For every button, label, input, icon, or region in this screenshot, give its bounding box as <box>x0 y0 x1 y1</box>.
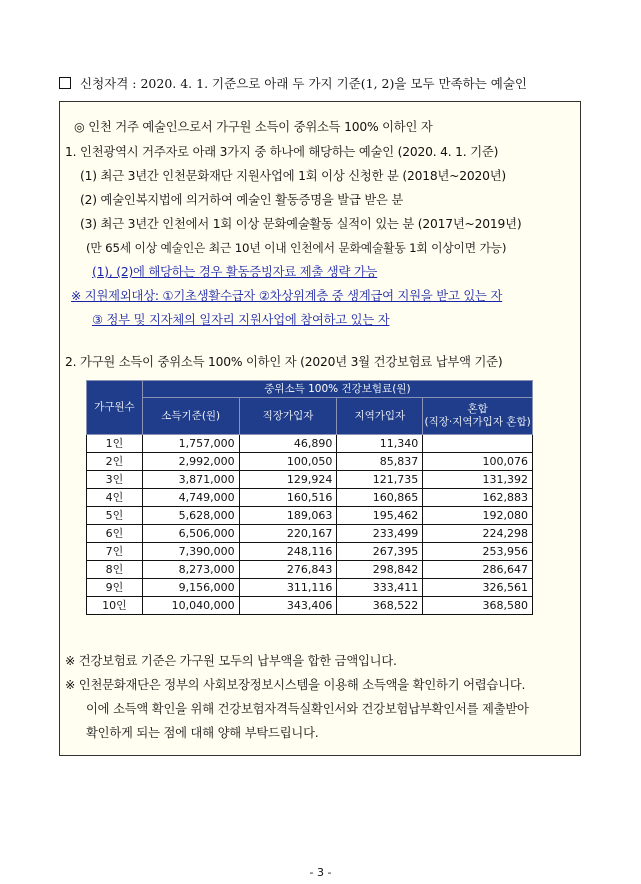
cell-mixed: 100,076 <box>423 453 533 471</box>
table-row <box>87 471 533 489</box>
cell-income: 10,040,000 <box>142 597 239 615</box>
cell-mixed: 326,561 <box>423 579 533 597</box>
header-group: 중위소득 100% 건강보험료(원) <box>142 381 532 398</box>
cell-region: 85,837 <box>337 453 423 471</box>
cell-region: 121,735 <box>337 471 423 489</box>
table-row <box>87 597 533 615</box>
cell-mixed: 131,392 <box>423 471 533 489</box>
cell-work: 189,063 <box>239 507 337 525</box>
cell-work: 129,924 <box>239 471 337 489</box>
cell-household: 9인 <box>87 579 143 597</box>
note-foundation-3: 확인하게 되는 점에 대해 양해 부탁드립니다. <box>86 726 319 740</box>
cell-mixed <box>423 435 533 453</box>
income-table <box>86 380 533 615</box>
cell-household: 10인 <box>87 597 143 615</box>
cell-household: 1인 <box>87 435 143 453</box>
cell-work: 46,890 <box>239 435 337 453</box>
cell-work: 100,050 <box>239 453 337 471</box>
criterion-1-item-3: (3) 최근 3년간 인천에서 1회 이상 문화예술활동 실적이 있는 분 (2017년~2019년) <box>80 217 522 231</box>
cell-household: 7인 <box>87 543 143 561</box>
table-row <box>87 489 533 507</box>
cell-region: 11,340 <box>337 435 423 453</box>
cell-household: 5인 <box>87 507 143 525</box>
cell-region: 160,865 <box>337 489 423 507</box>
cell-mixed: 224,298 <box>423 525 533 543</box>
criterion-2-title: 2. 가구원 소득이 중위소득 100% 이하인 자 (2020년 3월 건강보험료 납부액 기준) <box>65 355 503 369</box>
table-row <box>87 435 533 453</box>
cell-income: 8,273,000 <box>142 561 239 579</box>
header-mixed <box>423 398 533 435</box>
summary-line: ◎ 인천 거주 예술인으로서 가구원 소득이 중위소득 100% 이하인 자 <box>74 120 433 134</box>
cell-region: 195,462 <box>337 507 423 525</box>
cell-household: 8인 <box>87 561 143 579</box>
cell-region: 368,522 <box>337 597 423 615</box>
cell-household: 3인 <box>87 471 143 489</box>
cell-income: 2,992,000 <box>142 453 239 471</box>
table-row <box>87 507 533 525</box>
cell-mixed: 253,956 <box>423 543 533 561</box>
cell-region: 298,842 <box>337 561 423 579</box>
cell-mixed: 192,080 <box>423 507 533 525</box>
cell-mixed: 286,647 <box>423 561 533 579</box>
criterion-1-note: (만 65세 이상 예술인은 최근 10년 이내 인천에서 문화예술활동 1회 이상이면 가능) <box>86 241 507 255</box>
criterion-1-item-1: (1) 최근 3년간 인천문화재단 지원사업에 1회 이상 신청한 분 (2018년~2020년) <box>80 169 507 183</box>
cell-region: 333,411 <box>337 579 423 597</box>
table-row <box>87 453 533 471</box>
cell-income: 3,871,000 <box>142 471 239 489</box>
page-number: - 3 - <box>309 866 332 879</box>
note-insurance: ※ 건강보험료 기준은 가구원 모두의 납부액을 합한 금액입니다. <box>65 654 397 668</box>
cell-income: 7,390,000 <box>142 543 239 561</box>
cell-work: 311,116 <box>239 579 337 597</box>
header-household: 가구원수 <box>87 381 143 435</box>
criterion-1-title: 1. 인천광역시 거주자로 아래 3가지 중 하나에 해당하는 예술인 (2020. 4. 1. 기준) <box>65 145 499 159</box>
checkbox-icon <box>59 77 71 89</box>
cell-region: 267,395 <box>337 543 423 561</box>
header-region: 지역가입자 <box>337 398 423 435</box>
cell-work: 276,843 <box>239 561 337 579</box>
cell-work: 220,167 <box>239 525 337 543</box>
note-foundation-2: 이에 소득액 확인을 위해 건강보험자격득실확인서와 건강보험납부확인서를 제출받아 <box>86 702 529 716</box>
note-foundation: ※ 인천문화재단은 정부의 사회보장정보시스템을 이용해 소득액을 확인하기 어렵습니다. <box>65 678 526 692</box>
table-row <box>87 561 533 579</box>
exclusion-note-3: ③ 정부 및 지자체의 일자리 지원사업에 참여하고 있는 자 <box>92 313 390 327</box>
header-mixed-sub: (직장·지역가입자 혼합) <box>424 416 531 428</box>
cell-household: 2인 <box>87 453 143 471</box>
cell-income: 1,757,000 <box>142 435 239 453</box>
cell-income: 9,156,000 <box>142 579 239 597</box>
cell-mixed: 368,580 <box>423 597 533 615</box>
cell-income: 5,628,000 <box>142 507 239 525</box>
cell-work: 343,406 <box>239 597 337 615</box>
header-income: 소득기준(원) <box>142 398 239 435</box>
cell-household: 4인 <box>87 489 143 507</box>
cell-work: 248,116 <box>239 543 337 561</box>
eligibility-heading <box>59 74 579 92</box>
cell-household: 6인 <box>87 525 143 543</box>
table-row <box>87 543 533 561</box>
criterion-1-item-2: (2) 예술인복지법에 의거하여 예술인 활동증명을 발급 받은 분 <box>80 193 404 207</box>
eligibility-heading-text: 신청자격 : 2020. 4. 1. 기준으로 아래 두 가지 기준(1, 2)을 모두 만족하는 예술인 <box>80 76 528 91</box>
header-mixed-label: 혼합 <box>467 403 488 415</box>
evidence-exemption-note: (1), (2)에 해당하는 경우 활동증빙자료 제출 생략 가능 <box>92 265 378 279</box>
cell-region: 233,499 <box>337 525 423 543</box>
header-work: 직장가입자 <box>239 398 337 435</box>
cell-income: 6,506,000 <box>142 525 239 543</box>
table-row <box>87 579 533 597</box>
table-row <box>87 525 533 543</box>
cell-mixed: 162,883 <box>423 489 533 507</box>
cell-work: 160,516 <box>239 489 337 507</box>
cell-income: 4,749,000 <box>142 489 239 507</box>
exclusion-note: ※ 지원제외대상: ①기초생활수급자 ②차상위계층 중 생계급여 지원을 받고 있는 자 <box>71 289 503 303</box>
